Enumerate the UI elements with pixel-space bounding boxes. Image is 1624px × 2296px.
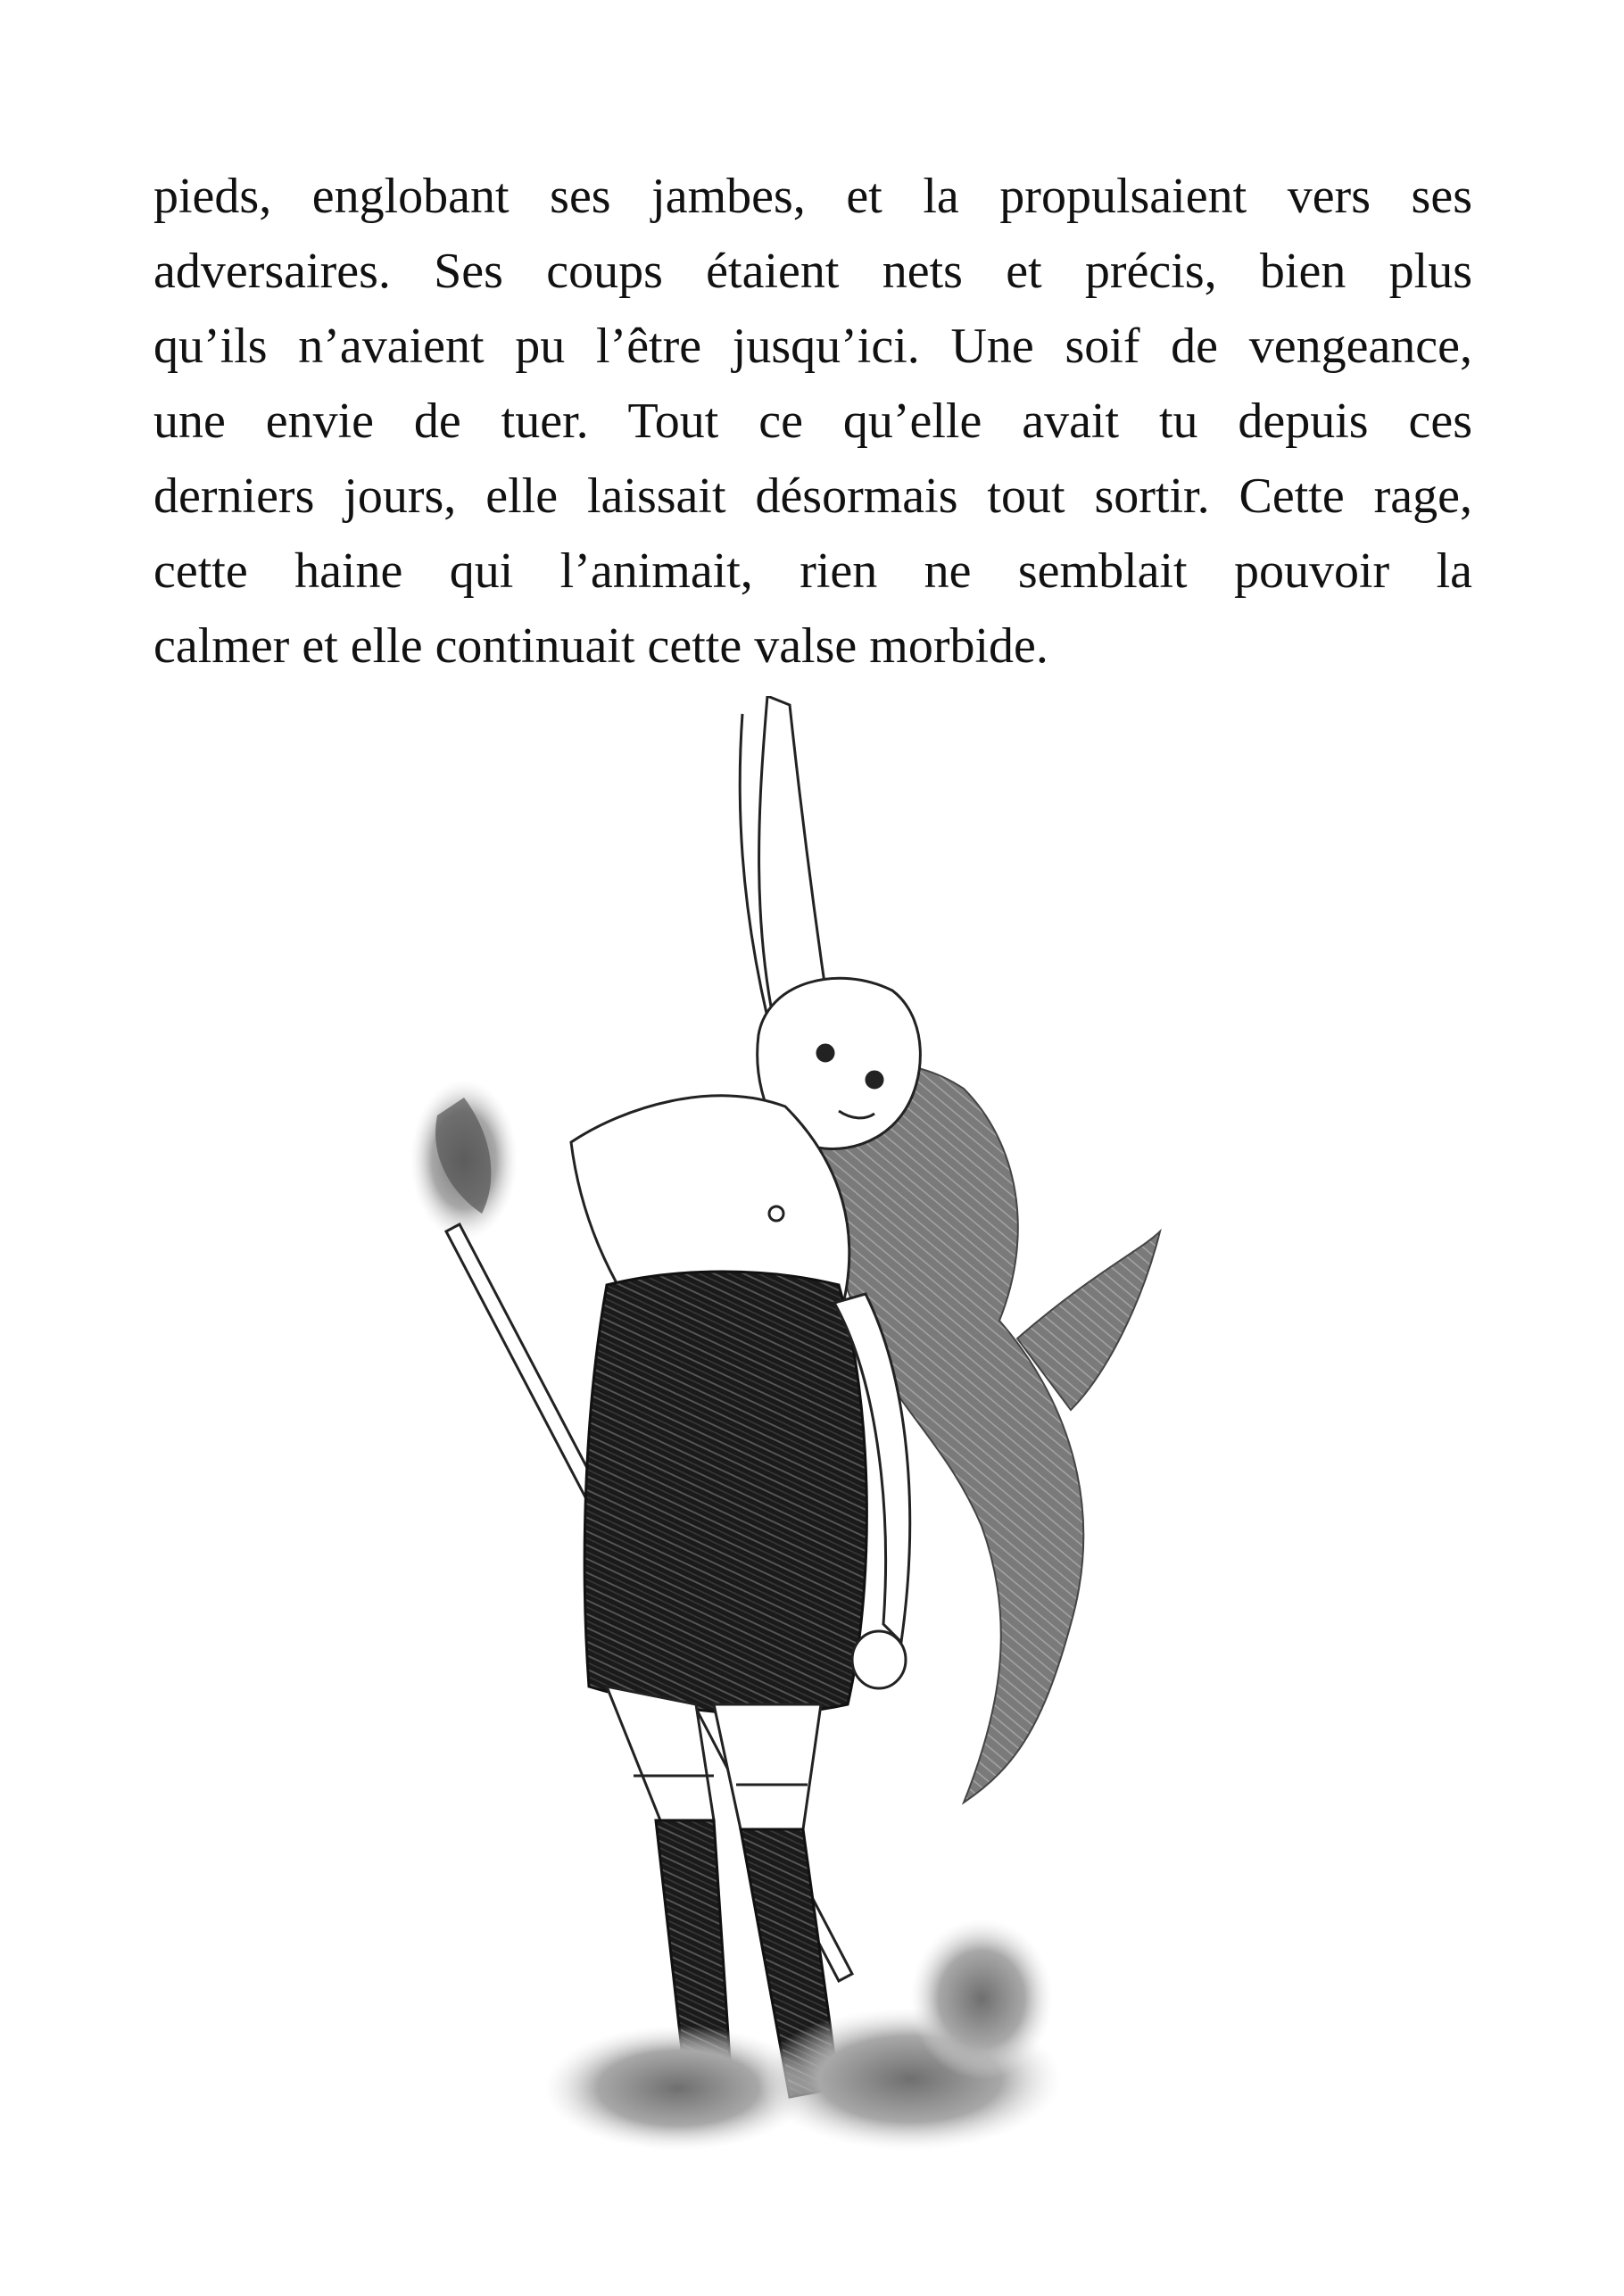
text-line: derniers jours, elle laissait désormais tout sortir. Cette rage,: [153, 468, 1472, 524]
skirt: [584, 1272, 866, 1713]
text-line: adversaires. Ses coups étaient nets et précis, bien plus: [153, 244, 1472, 299]
text-line: cette haine qui l’animait, rien ne semblait pouvoir la: [153, 543, 1472, 599]
text-line: une envie de tuer. Tout ce qu’elle avait tu depuis ces: [153, 394, 1472, 449]
sword-flame-icon: [410, 1080, 518, 1240]
text-line: calmer et elle continuait cette valse morbide.: [153, 618, 1048, 674]
girl-illustration: [339, 696, 1374, 2159]
text-line: pieds, englobant ses jambes, et la propulsaient vers ses: [153, 169, 1472, 224]
thighs: [607, 1687, 821, 1829]
body-paragraph: [153, 159, 1472, 684]
text-line: qu’ils n’avaient pu l’être jusqu’ici. Une soif de vengeance,: [153, 319, 1472, 374]
